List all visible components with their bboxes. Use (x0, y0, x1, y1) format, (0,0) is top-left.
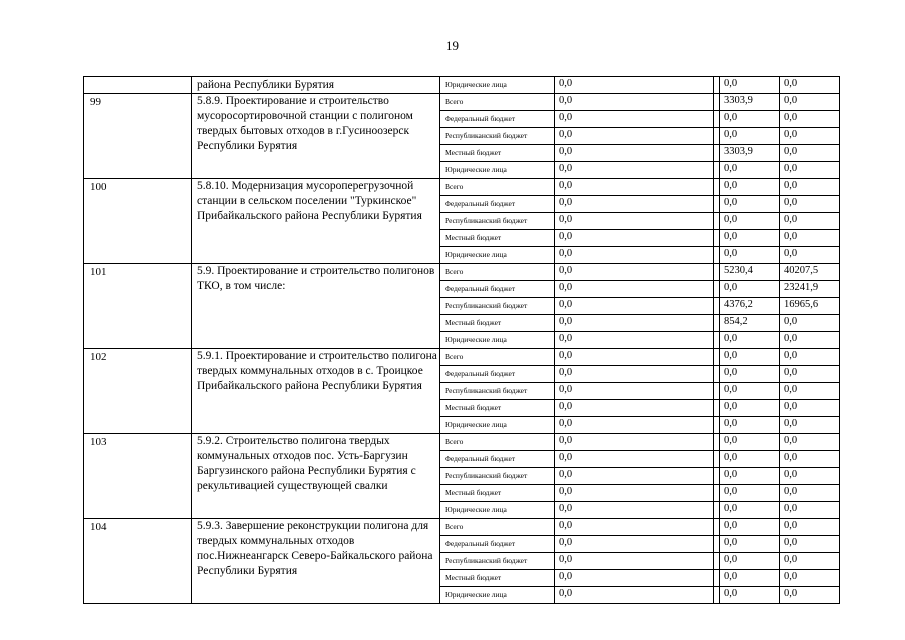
value-cell: 0,0 (780, 485, 840, 502)
value-cell: 0,0 (555, 400, 714, 417)
funding-source-cell: Местный бюджет (440, 145, 555, 162)
value-cell: 3303,9 (720, 94, 780, 111)
value-cell: 0,0 (555, 332, 714, 349)
value-cell: 0,0 (720, 434, 780, 451)
table-row (84, 77, 840, 94)
value-cell: 0,0 (720, 502, 780, 519)
funding-source-cell: Федеральный бюджет (440, 281, 555, 298)
funding-source-cell: Всего (440, 264, 555, 281)
value-cell: 5230,4 (720, 264, 780, 281)
continued-name-text: района Республики Бурятия (197, 79, 335, 91)
page-number: 19 (446, 38, 459, 53)
value-cell: 3303,9 (720, 145, 780, 162)
table-row (84, 434, 840, 451)
item-number-cell (84, 77, 192, 94)
item-name-cell: 5.9.2. Строительство полигона твердых коммунальных отходов пос. Усть-Баргузин Баргузинского района Республики Бурятия с рекультивацией существующей свалки (192, 434, 440, 519)
value-cell: 0,0 (720, 366, 780, 383)
value-cell: 0,0 (555, 213, 714, 230)
value-cell: 0,0 (555, 570, 714, 587)
value-cell: 0,0 (555, 162, 714, 179)
value-cell: 0,0 (780, 451, 840, 468)
value-cell: 0,0 (780, 196, 840, 213)
value-cell: 23241,9 (780, 281, 840, 298)
funding-source-cell: Федеральный бюджет (440, 366, 555, 383)
value-cell: 0,0 (720, 332, 780, 349)
table-body (84, 77, 840, 604)
item-name-cell: 5.8.10. Модернизация мусороперегрузочной станции в сельском поселении "Туркинское" Прибайкальского района Республики Бурятия (192, 179, 440, 264)
value-cell: 0,0 (780, 553, 840, 570)
value-cell: 0,0 (555, 315, 714, 332)
value-cell: 0,0 (555, 128, 714, 145)
funding-source-cell: Юридические лица (440, 247, 555, 264)
value-cell: 0,0 (780, 502, 840, 519)
value-cell: 0,0 (780, 383, 840, 400)
item-number-cell: 103 (84, 434, 192, 519)
table-row (84, 179, 840, 196)
value-cell: 0,0 (780, 94, 840, 111)
value-cell: 0,0 (780, 213, 840, 230)
value-cell: 0,0 (555, 111, 714, 128)
value-cell: 0,0 (780, 179, 840, 196)
value-cell: 0,0 (555, 230, 714, 247)
item-name-cell: 5.8.9. Проектирование и строительство мусоросортировочной станции с полигоном твердых бытовых отходов в г.Гусиноозерск Республики Бурятия (192, 94, 440, 179)
funding-source-cell: Местный бюджет (440, 400, 555, 417)
item-number-cell: 104 (84, 519, 192, 604)
value-cell: 0,0 (720, 519, 780, 536)
value-cell: 16965,6 (780, 298, 840, 315)
value-cell: 0,0 (780, 230, 840, 247)
value-cell: 0,0 (780, 434, 840, 451)
funding-source-cell: Местный бюджет (440, 315, 555, 332)
value-cell: 0,0 (555, 519, 714, 536)
value-cell: 0,0 (780, 570, 840, 587)
value-cell: 0,0 (555, 553, 714, 570)
value-cell: 0,0 (555, 196, 714, 213)
value-cell: 0,0 (555, 366, 714, 383)
value-cell: 0,0 (555, 485, 714, 502)
item-name-cell: 5.9.1. Проектирование и строительство полигона твердых коммунальных отходов в с. Троицкое Прибайкальского района Республики Бурятия (192, 349, 440, 434)
funding-source-cell: Местный бюджет (440, 570, 555, 587)
funding-source-cell: Юридические лица (440, 417, 555, 434)
funding-source-cell: Всего (440, 434, 555, 451)
table-row (84, 519, 840, 536)
value-cell: 0,0 (720, 247, 780, 264)
value-cell: 0,0 (780, 417, 840, 434)
value-cell: 0,0 (780, 366, 840, 383)
value-cell: 0,0 (555, 145, 714, 162)
value-cell: 0,0 (555, 94, 714, 111)
value-cell: 0,0 (720, 451, 780, 468)
value-cell: 0,0 (555, 417, 714, 434)
value-cell: 0,0 (555, 281, 714, 298)
value-cell: 0,0 (555, 383, 714, 400)
funding-source-cell: Юридические лица (440, 162, 555, 179)
value-cell: 0,0 (555, 247, 714, 264)
value-cell: 0,0 (555, 298, 714, 315)
value-cell: 0,0 (720, 196, 780, 213)
value-cell: 0,0 (720, 77, 780, 94)
funding-source-cell: Федеральный бюджет (440, 451, 555, 468)
funding-source-cell: Юридические лица (440, 587, 555, 604)
funding-source-cell: Республиканский бюджет (440, 298, 555, 315)
table-row (84, 94, 840, 111)
funding-source-cell: Юридические лица (440, 77, 555, 94)
value-cell: 0,0 (720, 162, 780, 179)
value-cell: 0,0 (780, 536, 840, 553)
value-cell: 0,0 (720, 468, 780, 485)
value-cell: 0,0 (555, 536, 714, 553)
value-cell: 0,0 (780, 349, 840, 366)
value-cell: 0,0 (720, 587, 780, 604)
value-cell: 0,0 (780, 145, 840, 162)
value-cell: 0,0 (555, 77, 714, 94)
value-cell: 0,0 (555, 502, 714, 519)
value-cell: 0,0 (780, 315, 840, 332)
value-cell: 0,0 (720, 383, 780, 400)
value-cell: 0,0 (555, 264, 714, 281)
value-cell: 0,0 (720, 536, 780, 553)
value-cell: 0,0 (720, 417, 780, 434)
value-cell: 854,2 (720, 315, 780, 332)
value-cell: 0,0 (555, 179, 714, 196)
funding-source-cell: Республиканский бюджет (440, 128, 555, 145)
funding-source-cell: Республиканский бюджет (440, 383, 555, 400)
item-name-cell: 5.9.3. Завершение реконструкции полигона для твердых коммунальных отходов пос.Нижнеангарск Северо-Байкальского района Республики Бурятия (192, 519, 440, 604)
funding-source-cell: Всего (440, 349, 555, 366)
value-cell: 0,0 (780, 128, 840, 145)
value-cell: 0,0 (720, 553, 780, 570)
table-row (84, 264, 840, 281)
funding-source-cell: Федеральный бюджет (440, 111, 555, 128)
value-cell: 0,0 (720, 128, 780, 145)
funding-source-cell: Всего (440, 94, 555, 111)
table-row (84, 349, 840, 366)
item-number-cell: 101 (84, 264, 192, 349)
value-cell: 0,0 (555, 451, 714, 468)
value-cell: 0,0 (720, 230, 780, 247)
funding-source-cell: Республиканский бюджет (440, 468, 555, 485)
item-name-cell (192, 77, 440, 94)
funding-source-cell: Всего (440, 519, 555, 536)
value-cell: 0,0 (780, 400, 840, 417)
funding-source-cell: Местный бюджет (440, 485, 555, 502)
value-cell: 0,0 (555, 468, 714, 485)
value-cell: 0,0 (780, 468, 840, 485)
funding-source-cell: Юридические лица (440, 502, 555, 519)
value-cell: 0,0 (555, 349, 714, 366)
value-cell: 0,0 (780, 247, 840, 264)
item-number-cell: 100 (84, 179, 192, 264)
value-cell: 0,0 (780, 519, 840, 536)
value-cell: 0,0 (720, 111, 780, 128)
value-cell: 0,0 (720, 400, 780, 417)
item-number-cell: 99 (84, 94, 192, 179)
value-cell: 0,0 (780, 111, 840, 128)
value-cell: 0,0 (780, 77, 840, 94)
value-cell: 0,0 (780, 332, 840, 349)
funding-source-cell: Федеральный бюджет (440, 196, 555, 213)
value-cell: 0,0 (780, 162, 840, 179)
value-cell: 0,0 (720, 485, 780, 502)
value-cell: 0,0 (720, 570, 780, 587)
funding-source-cell: Федеральный бюджет (440, 536, 555, 553)
value-cell: 40207,5 (780, 264, 840, 281)
value-cell: 0,0 (720, 349, 780, 366)
item-name-cell: 5.9. Проектирование и строительство полигонов ТКО, в том числе: (192, 264, 440, 349)
value-cell: 0,0 (720, 213, 780, 230)
value-cell: 0,0 (555, 434, 714, 451)
funding-source-cell: Республиканский бюджет (440, 213, 555, 230)
value-cell: 0,0 (720, 281, 780, 298)
value-cell: 0,0 (555, 587, 714, 604)
funding-source-cell: Местный бюджет (440, 230, 555, 247)
funding-source-cell: Всего (440, 179, 555, 196)
value-cell: 4376,2 (720, 298, 780, 315)
value-cell: 0,0 (780, 587, 840, 604)
budget-table (83, 76, 840, 604)
value-cell: 0,0 (720, 179, 780, 196)
item-number-cell: 102 (84, 349, 192, 434)
funding-source-cell: Республиканский бюджет (440, 553, 555, 570)
funding-source-cell: Юридические лица (440, 332, 555, 349)
